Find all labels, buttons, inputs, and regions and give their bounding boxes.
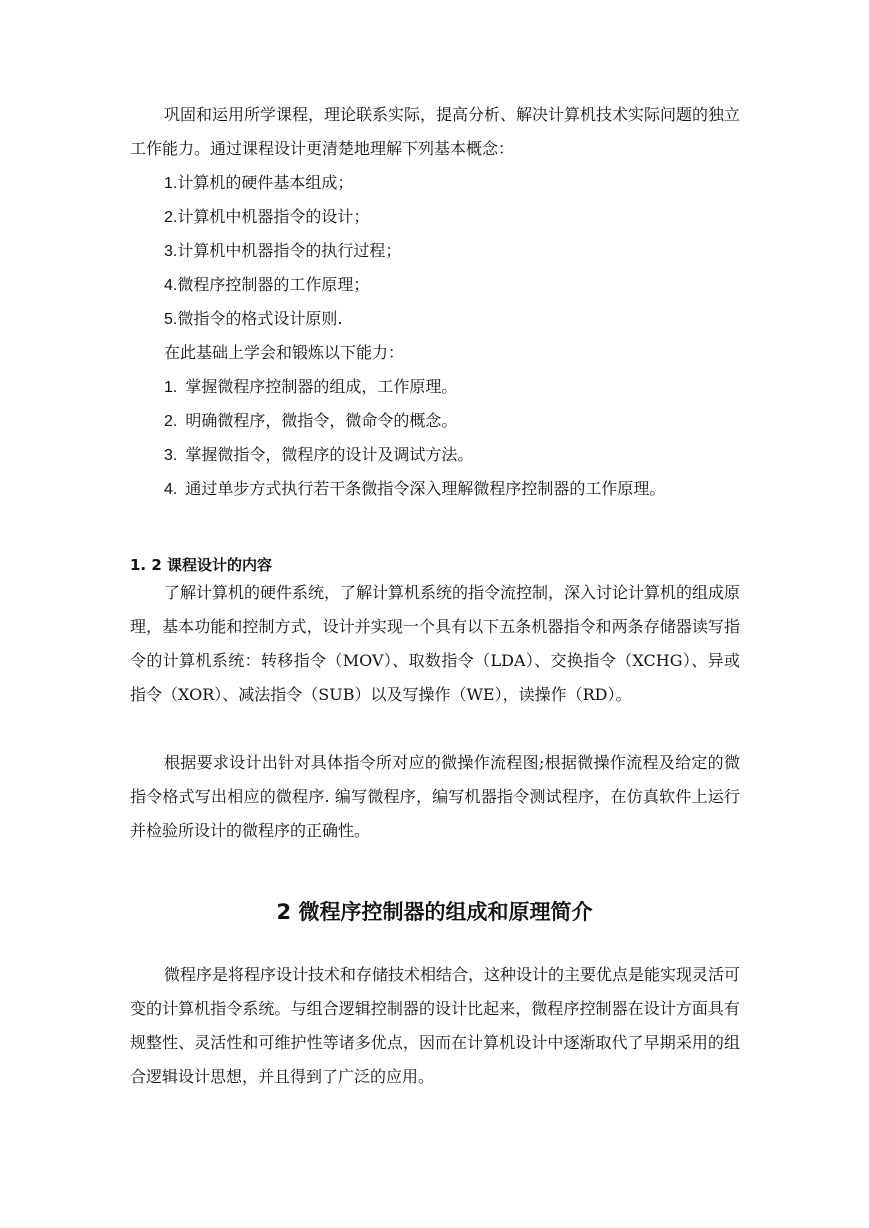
concept-text: 计算机中机器指令的执行过程； xyxy=(177,241,402,260)
concept-item-1 xyxy=(164,166,740,201)
ability-number: 2. xyxy=(164,413,178,430)
section-content-paragraph-1: 了解计算机的硬件系统，了解计算机系统的指令流控制，深入讨论计算机的组成原理，基本功能和控制方式，设计并实现一个具有以下五条机器指令和两条存储器读写指令的计算机系统：转移指令（MOV）、取数指令（LDA）、交换指令（XCHG）、异或指令（XOR）、减法指令（SUB）以及写操作（WE），读操作（RD）。 xyxy=(130,583,741,704)
ability-item-2 xyxy=(164,404,740,439)
ability-text: 掌握微指令，微程序的设计及调试方法。 xyxy=(185,445,474,464)
concept-number: 5. xyxy=(164,311,178,328)
concept-text: 计算机中机器指令的设计； xyxy=(177,207,370,226)
chapter-intro-paragraph: 微程序是将程序设计技术和存储技术相结合，这种设计的主要优点是能实现灵活可变的计算机指令系统。与组合逻辑控制器的设计比起来，微程序控制器在设计方面具有规整性、灵活性和可维护性等诸多优点，因而在计算机设计中逐渐取代了早期采用的组合逻辑设计思想，并且得到了广泛的应用。 xyxy=(130,965,741,1086)
ability-number: 3. xyxy=(164,447,178,464)
concept-text: 微程序控制器的工作原理； xyxy=(177,275,370,294)
ability-item-4 xyxy=(164,472,740,507)
concept-item-2 xyxy=(164,200,740,235)
intro-paragraph: 巩固和运用所学课程，理论联系实际，提高分析、解决计算机技术实际问题的独立工作能力。通过课程设计更清楚地理解下列基本概念： xyxy=(130,105,741,158)
concept-text: 计算机的硬件基本组成； xyxy=(177,173,354,192)
ability-item-3 xyxy=(164,438,740,473)
ability-text: 明确微程序，微指令，微命令的概念。 xyxy=(185,411,458,430)
concept-text: 微指令的格式设计原则. xyxy=(177,309,343,328)
ability-text: 通过单步方式执行若干条微指令深入理解微程序控制器的工作原理。 xyxy=(185,479,666,498)
concept-number: 3. xyxy=(164,243,178,260)
section-heading: 1. 2 课程设计的内容 xyxy=(130,556,273,574)
section-content-paragraph-2: 根据要求设计出针对具体指令所对应的微操作流程图;根据微操作流程及给定的微指令格式写出相应的微程序. 编写微程序，编写机器指令测试程序，在仿真软件上运行并检验所设计的微程序的正确性。 xyxy=(130,753,740,840)
ability-item-1 xyxy=(164,370,740,405)
ability-number: 1. xyxy=(164,379,178,396)
ability-text: 掌握微程序控制器的组成，工作原理。 xyxy=(185,377,458,396)
abilities-lead: 在此基础上学会和锻炼以下能力： xyxy=(164,343,405,362)
ability-number: 4. xyxy=(164,481,178,498)
chapter-heading: 2 微程序控制器的组成和原理简介 xyxy=(276,900,593,924)
concept-item-4 xyxy=(164,268,740,303)
concept-number: 2. xyxy=(164,209,178,226)
concept-item-5 xyxy=(164,302,740,337)
concept-number: 4. xyxy=(164,277,178,294)
concept-number: 1. xyxy=(164,175,178,192)
concept-item-3 xyxy=(164,234,740,269)
